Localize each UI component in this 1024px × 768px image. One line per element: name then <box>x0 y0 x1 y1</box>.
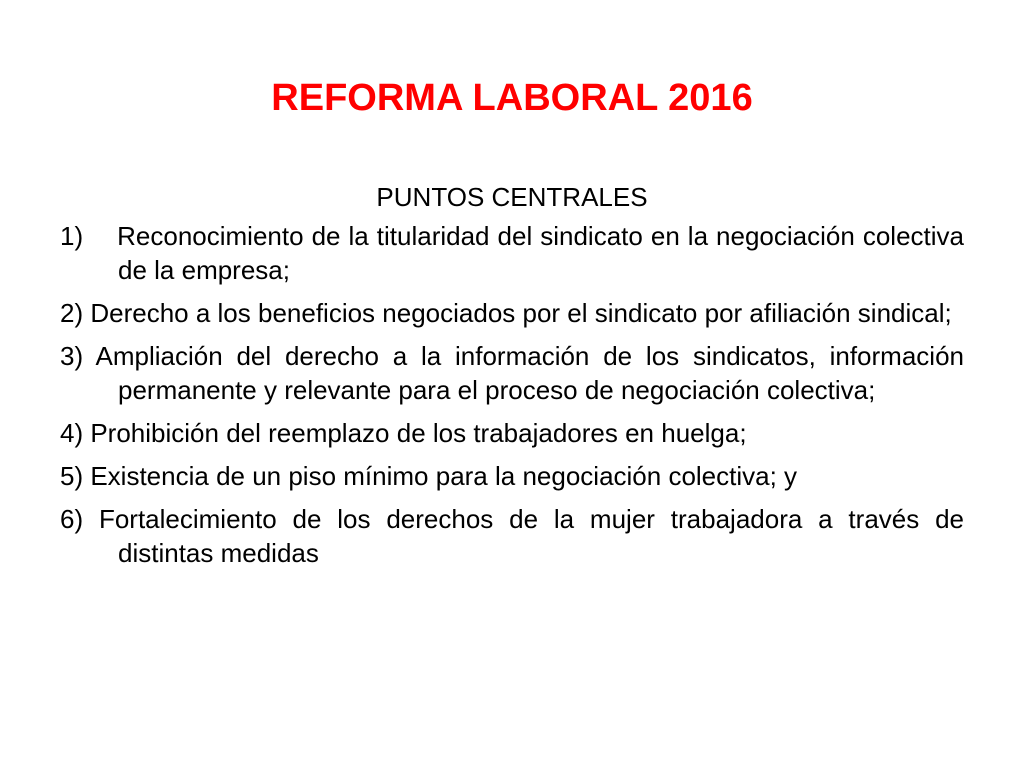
list-item: 6) Fortalecimiento de los derechos de la mujer trabajadora a través de distintas medidas <box>60 504 964 568</box>
list-item: 3) Ampliación del derecho a la información de los sindicatos, información permanente y relevante para el proceso de negociación colectiva; <box>60 341 964 405</box>
points-list <box>60 219 964 570</box>
list-item: 2) Derecho a los beneficios negociados por el sindicato por afiliación sindical; <box>60 298 952 328</box>
slide-title: REFORMA LABORAL 2016 <box>271 77 753 119</box>
slide-subtitle: PUNTOS CENTRALES <box>376 182 648 212</box>
slide-content <box>60 180 964 579</box>
list-item: 5) Existencia de un piso mínimo para la negociación colectiva; y <box>60 461 798 491</box>
list-item: 1) Reconocimiento de la titularidad del sindicato en la negociación colectiva de la empresa; <box>60 221 964 285</box>
list-item: 4) Prohibición del reemplazo de los trabajadores en huelga; <box>60 418 747 448</box>
